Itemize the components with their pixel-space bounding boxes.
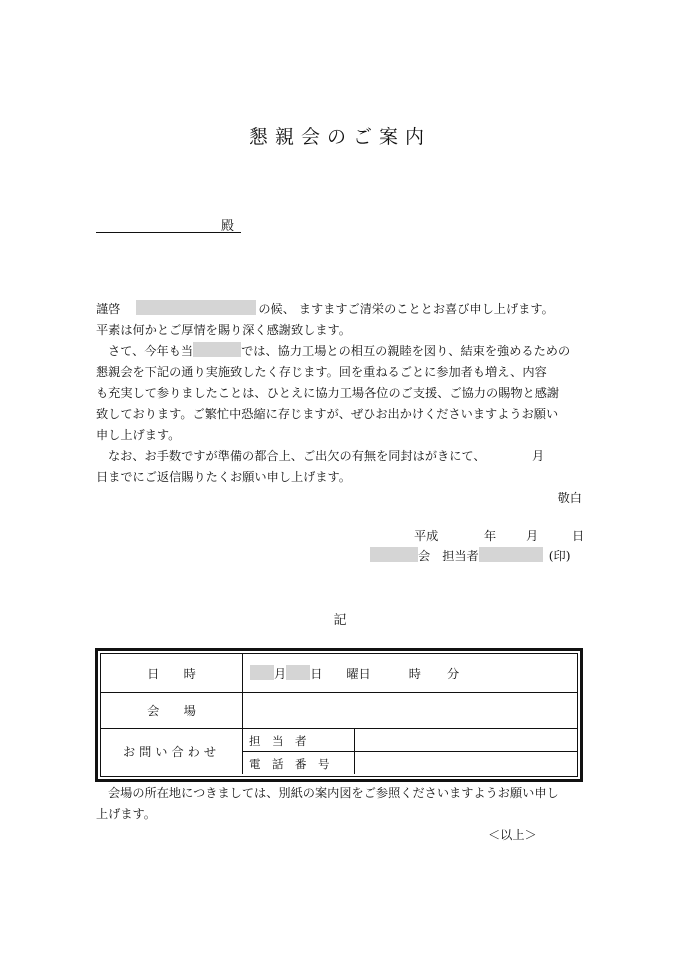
- redacted-person: [479, 547, 543, 562]
- addressee-suffix: 殿: [221, 219, 235, 234]
- contact-label: お問い合わせ: [122, 744, 221, 759]
- date-year: 年: [484, 529, 497, 543]
- document-title: 懇親会のご案内: [248, 126, 431, 148]
- contact-phone-value: [355, 752, 577, 774]
- contact-person-value: [355, 729, 577, 751]
- redacted-org: [370, 547, 418, 562]
- details-table-inner: [100, 653, 578, 777]
- ki-heading: 記: [333, 613, 347, 628]
- body-line-8: なお、お手数ですが準備の都合上、ご出欠の有無を同封はがきにて、: [108, 449, 486, 463]
- datetime-label: 日 時: [147, 666, 196, 681]
- contact-person-label: 担 当 者: [249, 734, 307, 748]
- venue-label: 会 場: [147, 703, 196, 718]
- sender-line: 会 担当者 (印): [370, 546, 570, 567]
- body-line-9: 日までにご返信賜りたくお願い申し上げます。: [96, 470, 351, 484]
- body-line-2: 平素は何かとご厚情を賜り深く感謝致します。: [96, 323, 351, 337]
- body-line-4: 懇親会を下記の通り実施致したく存じます。回を重ねるごとに参加者も増え、内容: [96, 365, 547, 379]
- venue-value: [243, 693, 577, 728]
- details-table: [95, 648, 583, 782]
- body-line-1: 謹啓 の候、 ますますご清栄のこととお喜び申し上げます。: [96, 302, 554, 316]
- footer-line-2: 上げます。: [96, 807, 156, 821]
- redacted-month: [250, 665, 274, 680]
- redacted-season: [136, 300, 256, 315]
- body-line-7: 申し上げます。: [96, 428, 181, 442]
- date-era: 平成: [414, 529, 439, 543]
- body-line-3: さて、今年も当 では、協力工場との相互の親睦を図り、結束を強めるための: [108, 344, 571, 358]
- body-line-6: 致しております。ご繁忙中恐縮に存じますが、ぜひお出かけくださいますようお願い: [96, 407, 559, 421]
- date-day: 日: [572, 529, 585, 543]
- datetime-value: 月 日 曜日 時 分: [250, 665, 570, 683]
- seal-mark: (印): [548, 549, 571, 563]
- contact-phone-label: 電 話 番 号: [249, 757, 330, 771]
- redacted-day: [286, 665, 310, 680]
- footer-line-1: 会場の所在地につきましては、別紙の案内図をご参照くださいますようお願い申し: [108, 786, 559, 800]
- redacted-company: [193, 342, 241, 357]
- end-mark: ＜以上＞: [488, 828, 537, 842]
- addressee-blank-line: [96, 232, 241, 233]
- body-line-5: も充実して参りましたことは、ひとえに協力工場各位のご支援、ご協力の賜物と感謝: [96, 386, 560, 400]
- date-month: 月: [526, 529, 539, 543]
- closing-word: 敬白: [557, 491, 582, 505]
- reply-month: 月: [532, 449, 545, 463]
- salutation: 謹啓: [96, 302, 121, 316]
